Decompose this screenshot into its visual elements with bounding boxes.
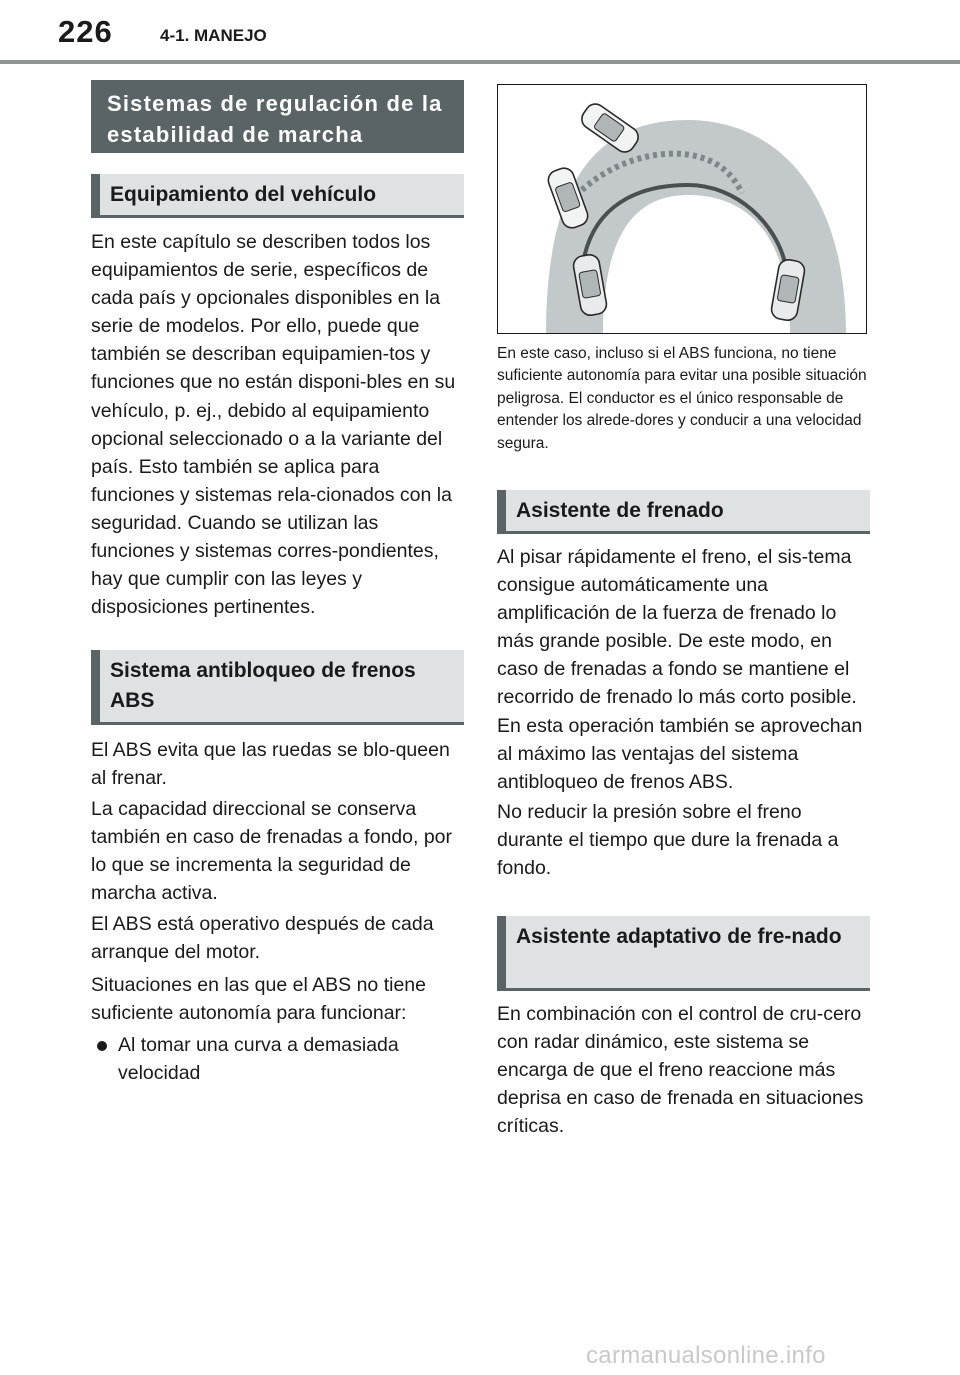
abs-paragraph-3: El ABS está operativo después de cada arranque del motor. [91, 913, 434, 964]
brake-assist-heading: Asistente de frenado [497, 490, 870, 534]
abs-paragraph-2: La capacidad direccional se conserva también en caso de frenadas a fondo, por lo que se incrementa la seguridad de marcha activa. [91, 798, 452, 905]
bullet-dot [97, 1041, 107, 1051]
equipment-heading: Equipamiento del vehículo [91, 174, 464, 218]
abs-paragraph-4: Situaciones en las que el ABS no tiene suficiente autonomía para funcionar: [91, 974, 426, 1025]
watermark: carmanualsonline.info [586, 1342, 826, 1369]
equipment-paragraph: En este capítulo se describen todos los equipamientos de serie, específicos de cada país y opcionales disponibles en la serie de modelos. Por ello, puede que también se describan equipamien-tos y funciones que no están disponi-bles en su vehículo, p. ej., debido al equipamiento opcional seleccionado o a la variante del país. Esto también se aplica para funciones y sistemas rela-cionados con la seguridad. Cuando se utilizan las funciones y sistemas corres-pondientes, hay que cumplir con las leyes y disposiciones pertinentes. [91, 231, 456, 619]
page-number: 226 [58, 14, 113, 49]
curve-skid-illustration [498, 85, 867, 334]
brake-assist-paragraph-1: Al pisar rápidamente el freno, el sis-tema consigue automáticamente una amplificación de la fuerza de frenado lo más grande posible. De este modo, en caso de frenadas a fondo se mantiene el recorrido de frenado lo más corto posible. En esta operación también se aprovechan al máximo las ventajas del sistema antibloqueo de frenos ABS. [497, 546, 863, 793]
curve-figure [497, 84, 867, 334]
figure-caption: En este caso, incluso si el ABS funciona, no tiene suficiente autonomía para evitar una posible situación peligrosa. El conductor es el único responsable de entender los alrede-dores y conducir a una velocidad segura. [497, 345, 867, 452]
section-label: 4-1. MANEJO [160, 26, 267, 45]
title-block: Sistemas de regulación de la estabilidad de marcha [91, 80, 464, 153]
abs-heading: Sistema antibloqueo de frenos ABS [91, 650, 464, 725]
abs-paragraph-1: El ABS evita que las ruedas se blo-queen al frenar. [91, 739, 450, 790]
abs-bullet-item: Al tomar una curva a demasiada velocidad [118, 1034, 399, 1085]
brake-assist-paragraph-2: No reducir la presión sobre el freno durante el tiempo que dure la frenada a fondo. [497, 801, 839, 880]
adaptive-brake-paragraph: En combinación con el control de cru-cero con radar dinámico, este sistema se encarga de que el freno reaccione más deprisa en caso de frenada en situaciones críticas. [497, 1003, 864, 1138]
adaptive-brake-heading: Asistente adaptativo de fre-nado [497, 916, 870, 991]
header-rule [0, 60, 960, 64]
